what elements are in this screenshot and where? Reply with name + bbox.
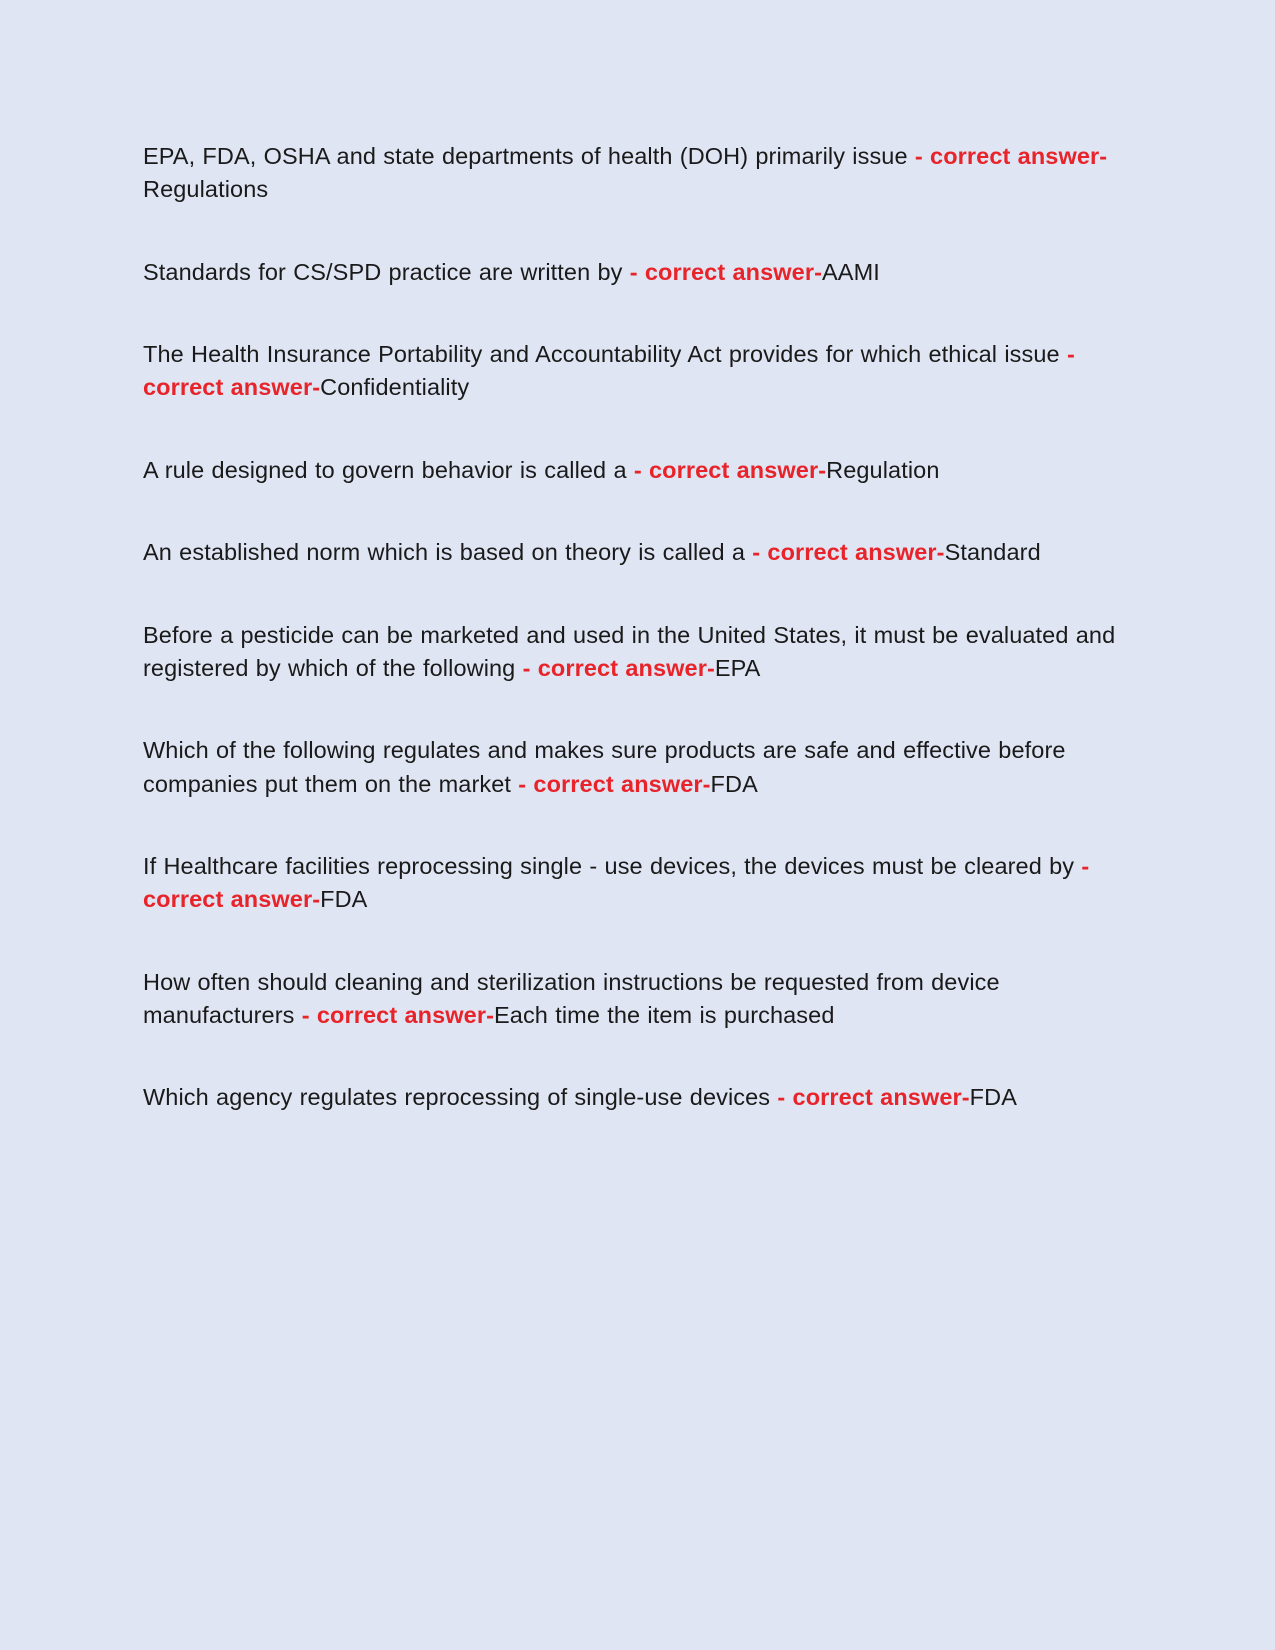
list-item bbox=[143, 734, 1130, 801]
question-text: Before a pesticide can be marketed and used in the United States, it must be evaluated and registered by which of the following bbox=[143, 621, 1116, 681]
correct-answer-marker: - correct answer- bbox=[143, 852, 1090, 913]
answer-text: FDA bbox=[320, 886, 368, 913]
correct-answer-marker: - correct answer- bbox=[522, 654, 715, 681]
question-text: A rule designed to govern behavior is called a bbox=[143, 456, 634, 483]
correct-answer-marker: - correct answer- bbox=[301, 1002, 495, 1029]
list-item bbox=[143, 536, 1130, 569]
list-item bbox=[143, 256, 1130, 289]
answer-text: EPA bbox=[714, 654, 761, 681]
answer-text: FDA bbox=[710, 770, 758, 797]
correct-answer-marker: - correct answer- bbox=[914, 143, 1108, 169]
correct-answer-marker: - correct answer- bbox=[633, 456, 827, 483]
list-item bbox=[143, 850, 1130, 917]
question-text: Which agency regulates reprocessing of single-use devices bbox=[143, 1084, 778, 1111]
list-item bbox=[143, 619, 1130, 686]
answer-text: Regulations bbox=[143, 176, 269, 203]
correct-answer-marker: - correct answer- bbox=[777, 1084, 970, 1111]
correct-answer-marker: - correct answer- bbox=[518, 770, 711, 797]
correct-answer-marker: - correct answer- bbox=[752, 539, 945, 566]
answer-text: Confidentiality bbox=[320, 374, 470, 401]
answer-text: Standard bbox=[944, 539, 1041, 566]
answer-text: FDA bbox=[969, 1084, 1017, 1111]
question-text: Standards for CS/SPD practice are written by bbox=[143, 258, 630, 285]
question-answer-list bbox=[143, 140, 1130, 1115]
list-item bbox=[143, 454, 1130, 487]
list-item bbox=[143, 338, 1130, 405]
answer-text: Regulation bbox=[826, 456, 940, 483]
answer-text: Each time the item is purchased bbox=[494, 1002, 835, 1029]
question-text: The Health Insurance Portability and Accountability Act provides for which ethical issue bbox=[143, 341, 1067, 368]
question-text: If Healthcare facilities reprocessing single - use devices, the devices must be cleared by bbox=[143, 852, 1082, 879]
list-item bbox=[143, 966, 1130, 1033]
question-text: Which of the following regulates and makes sure products are safe and effective before companies put them on the market bbox=[143, 737, 1066, 797]
correct-answer-marker: - correct answer- bbox=[629, 258, 823, 285]
question-text: An established norm which is based on theory is called a bbox=[143, 539, 753, 566]
list-item bbox=[143, 140, 1130, 207]
list-item bbox=[143, 1081, 1130, 1114]
answer-text: AAMI bbox=[822, 258, 880, 285]
correct-answer-marker: - correct answer- bbox=[143, 341, 1075, 401]
question-text: How often should cleaning and sterilization instructions be requested from device manufacturers bbox=[143, 968, 1000, 1029]
question-text: EPA, FDA, OSHA and state departments of health (DOH) primarily issue bbox=[143, 143, 915, 169]
